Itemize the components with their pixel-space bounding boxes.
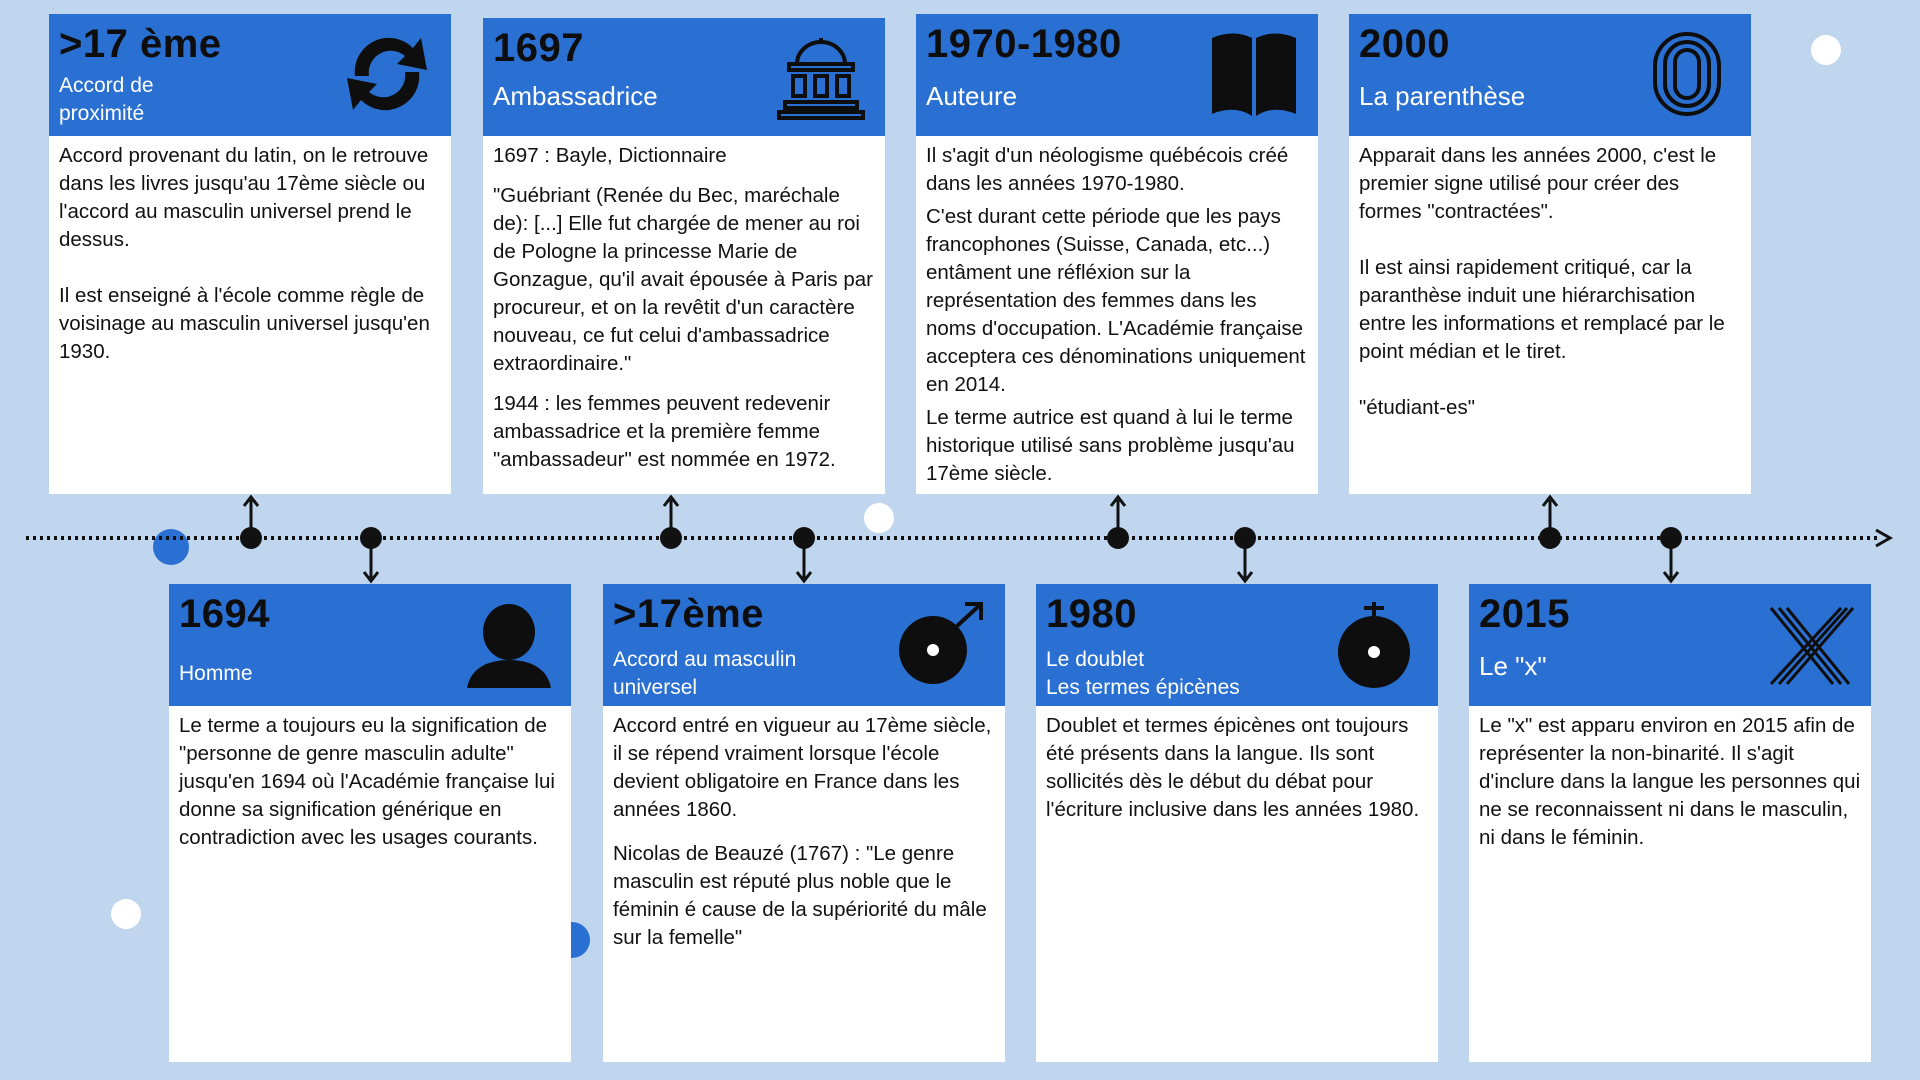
embassy-building-icon (771, 28, 871, 128)
card-paragraph: Doublet et termes épicènes ont toujours été présents dans la langue. Ils sont sollicités dès le début du débat pour l'écriture inclusive dans les années 1980. (1046, 714, 1420, 821)
event-card-bottom-4 (1469, 584, 1871, 1062)
card-year: >17ème (613, 592, 764, 636)
card-paragraph: C'est durant cette période que les pays francophones (Suisse, Canada, etc...) entâment une réfléxion sur la représentation des femmes dans les noms d'occupation. L'Académie française acceptera ces dénominations uniquement en 2014. (926, 205, 1306, 396)
male-symbol-icon (891, 594, 991, 694)
x-letter-icon (1757, 594, 1857, 694)
card-paragraph: 1944 : les femmes peuvent redevenir ambassadrice et la première femme "ambassadeur" est nommée en 1972. (493, 392, 836, 471)
card-paragraph: Accord entré en vigueur au 17ème siècle, il se répend vraiment lorsque l'école devient obligatoire en France dans les années 1860. (613, 714, 992, 821)
card-year: 2000 (1359, 22, 1450, 66)
gender-neutral-icon (1324, 594, 1424, 694)
event-card-top-1 (49, 14, 451, 494)
card-subtitle-line: Les termes épicènes (1046, 676, 1240, 699)
timeline-node (793, 527, 815, 549)
refresh-arrows-icon (337, 24, 437, 124)
timeline-node (1107, 527, 1129, 549)
timeline-node (1234, 527, 1256, 549)
card-subtitle-line: Le doublet (1046, 648, 1145, 671)
parenthesis-icon (1637, 24, 1737, 124)
card-header (49, 14, 451, 136)
card-year: >17 ème (59, 22, 222, 66)
card-body (1349, 136, 1751, 422)
card-body (603, 706, 1005, 952)
card-header (483, 18, 885, 136)
card-paragraph: Il est enseigné à l'école comme règle de voisinage au masculin universel jusqu'en 1930. (59, 284, 430, 363)
card-header (916, 14, 1318, 136)
card-header (1469, 584, 1871, 706)
event-card-bottom-2 (603, 584, 1005, 1062)
card-year: 2015 (1479, 592, 1570, 636)
card-year: 1970-1980 (926, 22, 1122, 66)
timeline-node (240, 527, 262, 549)
card-year: 1694 (179, 592, 270, 636)
card-paragraph: Accord provenant du latin, on le retrouve dans les livres jusqu'au 17ème siècle ou l'accord au masculin universel prend le dessus. (59, 144, 429, 251)
card-paragraph: Le terme a toujours eu la signification de "personne de genre masculin adulte" jusqu'en 1694 où l'Académie française lui donne sa signification générique en contradiction avec les usages courants. (179, 714, 555, 849)
card-body (1036, 706, 1438, 824)
timeline-arrowhead (1876, 530, 1890, 546)
event-card-bottom-1 (169, 584, 571, 1062)
timeline-connectors (240, 497, 1682, 581)
person-silhouette-icon (457, 594, 557, 694)
card-year: 1697 (493, 26, 584, 70)
card-body (49, 136, 451, 366)
card-header (603, 584, 1005, 706)
card-paragraph: Nicolas de Beauzé (1767) : "Le genre masculin est réputé plus noble que le féminin é cause de la supériorité du mâle sur la femelle" (613, 842, 987, 949)
card-subtitle: La parenthèse (1359, 81, 1526, 111)
card-subtitle: Homme (179, 662, 253, 685)
card-paragraph: 1697 : Bayle, Dictionnaire (493, 144, 727, 167)
card-header (169, 584, 571, 706)
card-paragraph: Il est ainsi rapidement critiqué, car la paranthèse induit une hiérarchisation entre les informations et remplacé par le point médian et le tiret. (1359, 256, 1725, 363)
card-body (483, 136, 885, 474)
card-body (1469, 706, 1871, 852)
card-paragraph: "Guébriant (Renée du Bec, maréchale de): [...] Elle fut chargée de mener au roi de Pologne la princesse Marie de Gonzague, qu'il avait épousée à Paris par procureur, et on la revêtit d'un caractère nouveau, ce fut celui d'ambassadrice extraordinaire." (493, 184, 873, 375)
timeline-node (360, 527, 382, 549)
timeline-node (1660, 527, 1682, 549)
card-subtitle (1046, 646, 1316, 702)
card-paragraph: Le "x" est apparu environ en 2015 afin de représenter la non-binarité. Il s'agit d'inclure dans la langue les personnes qui ne se reconnaissent ni dans le masculin, ni dans le féminin. (1479, 714, 1861, 849)
card-paragraph: Le terme autrice est quand à lui le terme historique utilisé sans problème jusqu'au 17ème siècle. (926, 406, 1295, 485)
card-paragraph: Apparait dans les années 2000, c'est le premier signe utilisé pour créer des formes "contractées". (1359, 144, 1717, 223)
card-year: 1980 (1046, 592, 1137, 636)
event-card-top-3 (916, 14, 1318, 494)
card-body (169, 706, 571, 852)
event-card-top-4 (1349, 14, 1751, 494)
card-paragraph: "étudiant-es" (1359, 396, 1475, 419)
card-paragraph: Il s'agit d'un néologisme québécois créé dans les années 1970-1980. (926, 144, 1289, 195)
event-card-bottom-3 (1036, 584, 1438, 1062)
card-subtitle: Le "x" (1479, 651, 1547, 681)
timeline-node (1539, 527, 1561, 549)
open-book-icon (1204, 24, 1304, 124)
card-subtitle: Ambassadrice (493, 81, 658, 111)
event-card-top-2 (483, 18, 885, 494)
card-body (916, 136, 1318, 488)
timeline-node (660, 527, 682, 549)
card-subtitle: Accord au masculin universel (613, 648, 797, 699)
card-header (1036, 584, 1438, 706)
card-subtitle: Accord de proximité (59, 74, 154, 125)
card-header (1349, 14, 1751, 136)
card-subtitle: Auteure (926, 81, 1018, 111)
